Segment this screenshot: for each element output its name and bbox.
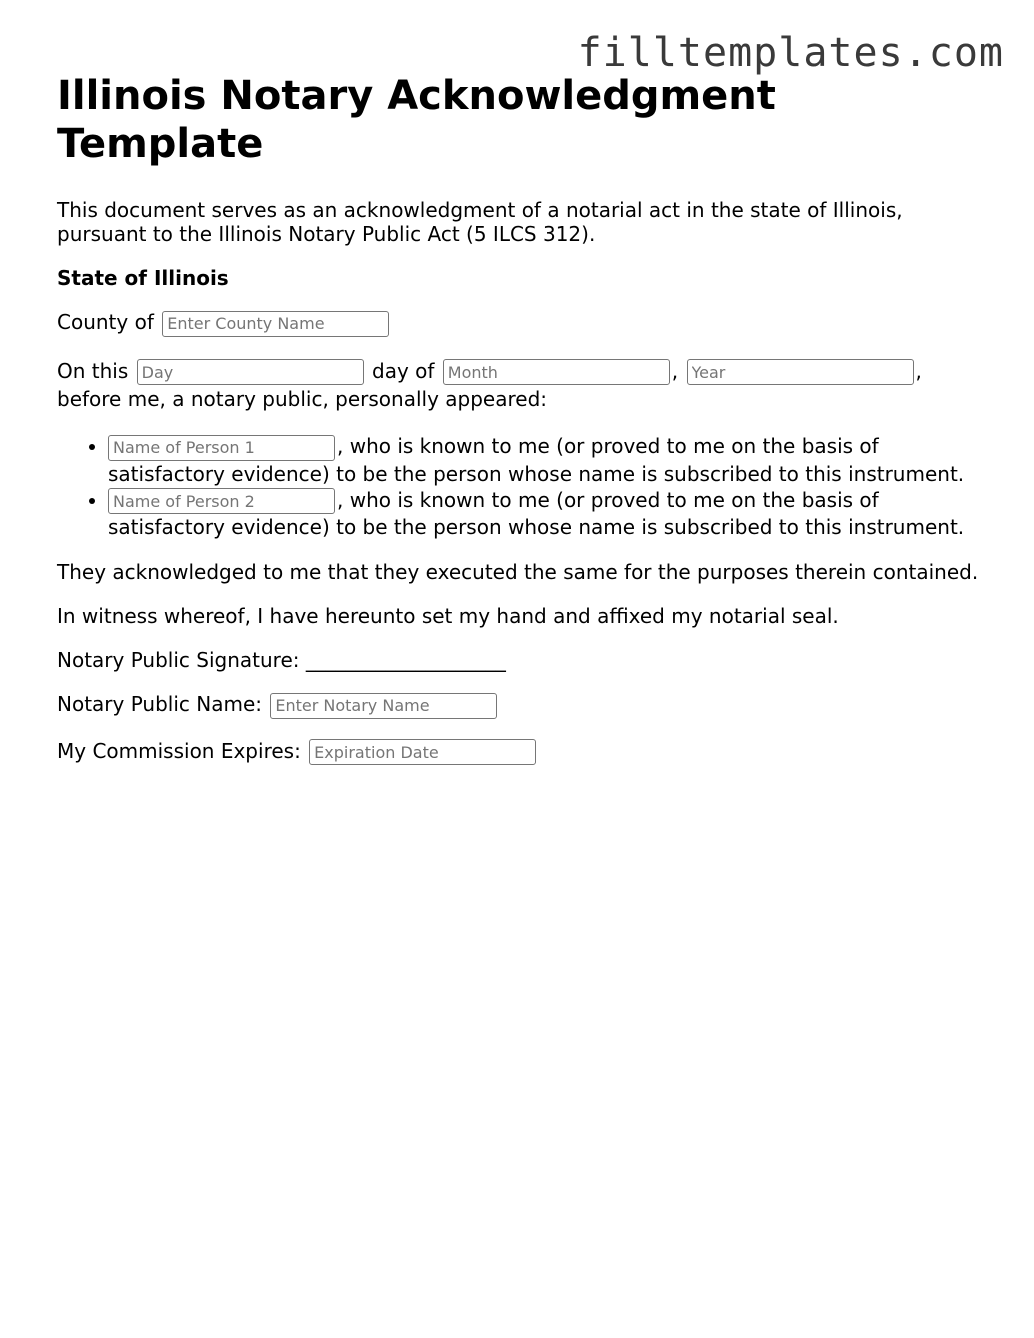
notary-name-line <box>57 692 987 719</box>
commission-label: My Commission Expires: <box>57 738 301 763</box>
county-input[interactable] <box>162 311 389 337</box>
date-suffix: before me, a notary public, personally appeared: <box>57 387 547 411</box>
signature-label: Notary Public Signature: <box>57 648 300 672</box>
county-line <box>57 310 987 337</box>
intro-paragraph: This document serves as an acknowledgment of a notarial act in the state of Illinois, pursuant to the Illinois Notary Public Act (5 ILCS 312). <box>57 198 903 246</box>
acknowledged-paragraph: They acknowledged to me that they executed the same for the purposes therein contained. <box>57 560 979 584</box>
date-middle: day of <box>372 358 435 383</box>
persons-list <box>57 433 987 540</box>
day-input[interactable] <box>137 359 364 385</box>
date-line <box>57 357 987 414</box>
date-prefix: On this <box>57 358 129 383</box>
state-heading: State of Illinois <box>57 266 229 290</box>
page-title: Illinois Notary Acknowledgment Template <box>57 73 776 167</box>
watermark: filltemplates.com <box>577 30 1004 76</box>
date-comma-1: , <box>671 358 679 383</box>
commission-line <box>57 739 987 766</box>
document-page <box>57 72 987 765</box>
person-2-text: , who is known to me (or proved to me on the basis of satisfactory evidence) to be the person whose name is subscribed to this instrument. <box>108 487 965 539</box>
person-1-input[interactable] <box>108 435 335 461</box>
year-input[interactable] <box>687 359 914 385</box>
signature-blank: ____________________ <box>305 648 506 672</box>
person-2-input[interactable] <box>108 488 335 514</box>
list-item <box>108 487 987 541</box>
list-item <box>108 433 987 487</box>
notary-name-input[interactable] <box>270 693 497 719</box>
signature-line <box>57 648 987 672</box>
notary-name-label: Notary Public Name: <box>57 692 262 716</box>
person-1-text: , who is known to me (or proved to me on the basis of satisfactory evidence) to be the person whose name is subscribed to this instrument. <box>108 434 965 486</box>
month-input[interactable] <box>443 359 670 385</box>
expiration-date-input[interactable] <box>309 739 536 765</box>
date-comma-2: , <box>915 358 922 383</box>
witness-paragraph: In witness whereof, I have hereunto set my hand and affixed my notarial seal. <box>57 604 839 628</box>
county-label: County of <box>57 310 154 334</box>
